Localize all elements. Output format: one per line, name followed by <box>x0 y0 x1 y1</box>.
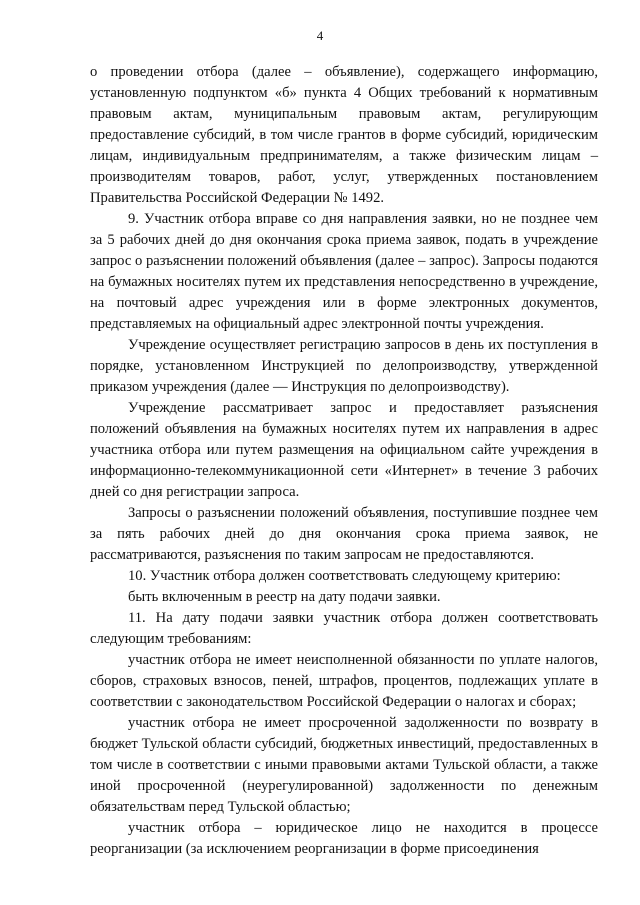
paragraph-requirement-debt: участник отбора не имеет просроченной задолженности по возврату в бюджет Тульской области субсидий, бюджетных инвестиций, предоставленных в том числе в соответствии с иными правовыми актами Тульской области, а также иной просроченной (неурегулированной) задолженности по денежным обязательствам перед Тульской областью; <box>90 715 598 815</box>
paragraph-request-registration: Учреждение осуществляет регистрацию запросов в день их поступления в порядке, установленном Инструкцией по делопроизводству, утвержденной приказом учреждения (далее — Инструкция по делопроизводству). <box>90 337 598 395</box>
paragraph-requirement-reorganization: участник отбора – юридическое лицо не находится в процессе реорганизации (за исключением реорганизации в форме присоединения <box>90 820 598 857</box>
paragraph-item-9: 9. Участник отбора вправе со дня направления заявки, но не позднее чем за 5 рабочих дней до дня окончания срока приема заявок, подать в учреждение запрос о разъяснении положений объявления (далее – запрос). Запросы подаются на бумажных носителях путем их представления непосредственно в учреждение, на почтовый адрес учреждения или в форме электронных документов, представляемых на официальный адрес электронной почты учреждения. <box>90 211 598 332</box>
paragraph-request-clarification: Учреждение рассматривает запрос и предоставляет разъяснения положений объявления на бумажных носителях путем их направления в адрес участника отбора или путем размещения на официальном сайте учреждения в информационно-телекоммуникационной сети «Интернет» в течение 3 рабочих дней со дня регистрации запроса. <box>90 400 598 500</box>
page-number: 4 <box>316 28 324 43</box>
paragraph-announcement-continued: о проведении отбора (далее – объявление), содержащего информацию, установленную подпунктом «б» пункта 4 Общих требований к нормативным правовым актам, муниципальным правовым актам, регулирующим предоставление субсидий, в том числе грантов в форме субсидий, юридическим лицам, индивидуальным предпринимателям, а также физическим лицам – производителям товаров, работ, услуг, утвержденных постановлением Правительства Российской Федерации № 1492. <box>90 64 598 206</box>
document-body <box>90 62 598 860</box>
paragraph-criterion-registry: быть включенным в реестр на дату подачи заявки. <box>128 589 441 605</box>
paragraph-requirement-taxes: участник отбора не имеет неисполненной обязанности по уплате налогов, сборов, страховых взносов, пеней, штрафов, процентов, подлежащих уплате в соответствии с законодательством Российской Федерации о налогах и сборах; <box>90 652 598 710</box>
paragraph-late-requests: Запросы о разъяснении положений объявления, поступившие позднее чем за пять рабочих дней до дня окончания срока приема заявок, не рассматриваются, разъяснения по таким запросам не предоставляются. <box>90 505 598 563</box>
paragraph-item-10: 10. Участник отбора должен соответствовать следующему критерию: <box>128 568 561 584</box>
paragraph-item-11: 11. На дату подачи заявки участник отбора должен соответствовать следующим требованиям: <box>90 610 598 647</box>
